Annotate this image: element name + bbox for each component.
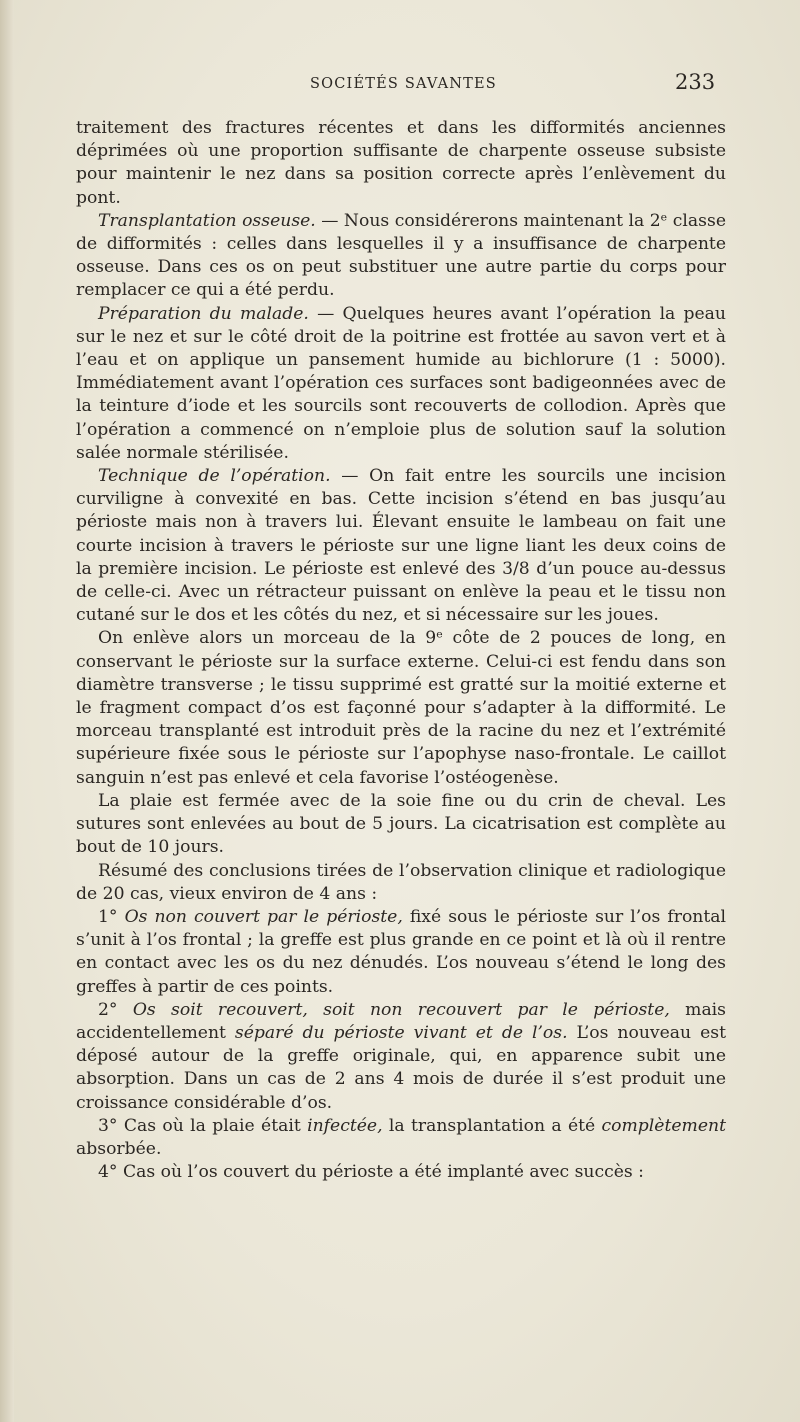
paragraph-rib-graft: On enlève alors un morceau de la 9ᵉ côte de 2 pouces de long, en conservant le périoste sur la surface externe. Celui-ci est fendu dans son diamètre transverse ; le tissu supprimé est gratté sur la moitié externe et le fragment compact d’os est façonné pour s’adapter à la difformité. Le morceau transplanté est introduit près de la racine du nez et l’extrémité supérieure fixée sous le périoste sur l’apophyse naso-frontale. Le caillot sanguin n’est pas enlevé et cela favorise l’ostéogenèse. bbox=[76, 628, 726, 788]
page-binding-edge bbox=[0, 0, 14, 1422]
section-heading-preparation: Préparation du malade. bbox=[98, 303, 309, 324]
body-text bbox=[76, 117, 726, 1184]
list-item-2: 2° Os soit recouvert, soit non recouvert par le périoste, mais accidentellement séparé du périoste vivant et de l’os. L’os nouveau est déposé autour de la greffe originale, qui, en apparence subit une absorption. Dans un cas de 2 ans 4 mois de durée il s’est produit une croissance considérable d’os. bbox=[76, 999, 727, 1113]
list-item-3: 3° Cas où la plaie était infectée, la transplantation a été complètement absorbée. bbox=[76, 1115, 726, 1159]
page-number: 233 bbox=[675, 70, 716, 94]
paragraph-summary-intro: Résumé des conclusions tirées de l’observation clinique et radiologique de 20 cas, vieux environ de 4 ans : bbox=[76, 860, 726, 904]
running-title: SOCIÉTÉS SAVANTES bbox=[310, 76, 497, 92]
list-item-4: 4° Cas où l’os couvert du périoste a été implanté avec succès : bbox=[98, 1162, 644, 1183]
page-header bbox=[0, 70, 800, 100]
paragraph-bone-transplant: Transplantation osseuse. — Nous considérerons maintenant la 2ᵉ classe de difformités : celles dans lesquelles il y a insuffisance de charpente osseuse. Dans ces os on peut substituer une autre partie du corps pour remplacer ce qui a été perdu. bbox=[76, 210, 726, 301]
section-heading-technique: Technique de l’opération. bbox=[98, 466, 331, 487]
paragraph-patient-preparation: Préparation du malade. — Quelques heures avant l’opération la peau sur le nez et sur le côté droit de la poitrine est frottée au savon vert et à l’eau et on applique un pansement humide au bichlorure (1 : 5000). Immédiatement avant l’opération ces surfaces sont badigeonnées avec de la teinture d’iode et les sourcils sont recouverts de collodion. Après que l’opération a commencé on n’emploie plus de solution sauf la solution salée normale stérilisée. bbox=[76, 303, 726, 463]
section-heading-transplantation: Transplantation osseuse. bbox=[98, 210, 316, 231]
list-item-1: 1° Os non couvert par le périoste, fixé sous le périoste sur l’os frontal s’unit à l’os frontal ; la greffe est plus grande en ce point et là où il rentre en contact avec les os du nez dénudés. L’os nouveau s’étend le long des greffes à partir de ces points. bbox=[76, 906, 727, 997]
paragraph-wound-closure: La plaie est fermée avec de la soie fine ou du crin de cheval. Les sutures sont enlevées au bout de 5 jours. La cicatrisation est complète au bout de 10 jours. bbox=[76, 790, 726, 858]
paragraph-continuation: traitement des fractures récentes et dans les difformités anciennes déprimées où une proportion suffisante de charpente osseuse subsiste pour maintenir le nez dans sa position correcte après l’enlèvement du pont. bbox=[76, 118, 726, 208]
paragraph-operation-technique: Technique de l’opération. — On fait entre les sourcils une incision curviligne à convexité en bas. Cette incision s’étend en bas jusqu’au périoste mais non à travers lui. Élevant ensuite le lambeau on fait une courte incision à travers le périoste sur une ligne liant les deux coins de la première incision. Le périoste est enlevé des 3/8 d’un pouce au-dessus de celle-ci. Avec un rétracteur puissant on enlève la peau et le tissu non cutané sur le dos et les côtés du nez, et si nécessaire sur les joues. bbox=[76, 466, 726, 626]
